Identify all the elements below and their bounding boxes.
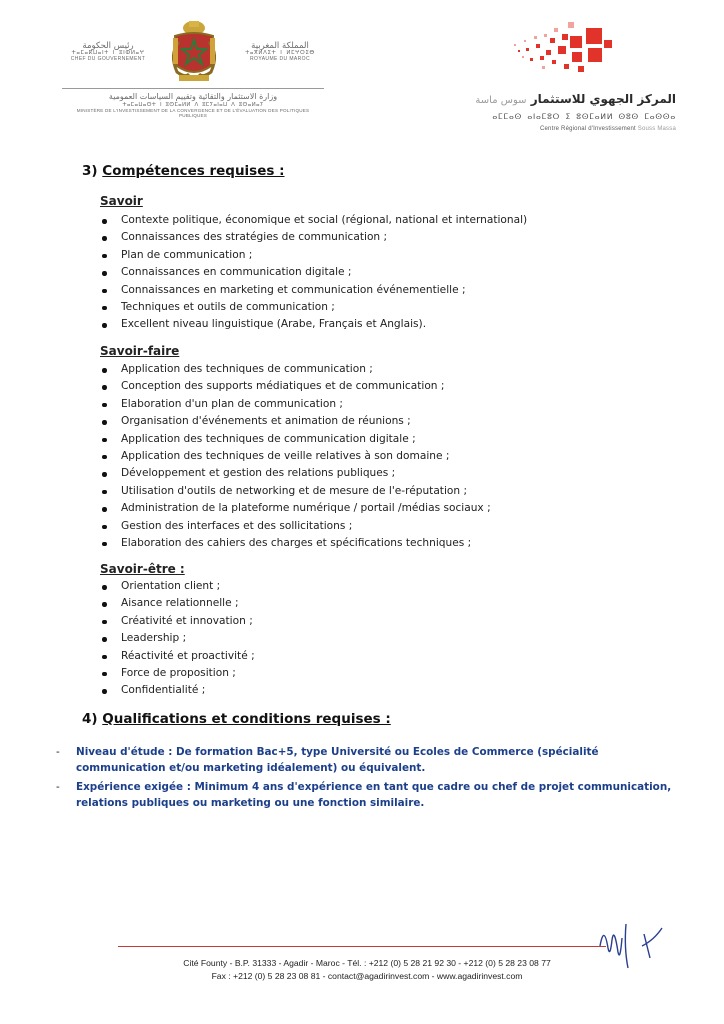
list-item: Elaboration d'un plan de communication ;	[102, 396, 662, 413]
list-item: Techniques et outils de communication ;	[102, 299, 662, 316]
list-item: Créativité et innovation ;	[102, 613, 662, 630]
savoir-heading: Savoir	[100, 194, 143, 208]
list-item: Confidentialité ;	[102, 682, 662, 699]
bullet-icon	[102, 472, 107, 477]
qualification-item: - Expérience exigée : Minimum 4 ans d'expérience en tant que cadre ou chef de projet communication, relations publiques ou marketing ou une fonction similaire.	[56, 781, 672, 809]
list-item: Connaissances des stratégies de communication ;	[102, 229, 662, 246]
list-item: Administration de la plateforme numérique / portail /médias sociaux ;	[102, 500, 662, 517]
government-header	[62, 18, 324, 128]
list-item: Réactivité et proactivité ;	[102, 648, 662, 665]
bullet-icon	[102, 490, 107, 495]
savoir-etre-heading: Savoir-être :	[100, 562, 185, 576]
bullet-icon	[102, 455, 107, 460]
head-of-government-block: رئيس الحكومة ⵜⴰⵎⴰⴽⵡⴰⵏⵜ ⵏ ⵓⵏⵀⵍⴰⵖ CHEF DU GOUVERNEMENT	[70, 41, 146, 62]
list-item: Application des techniques de veille relatives à son domaine ;	[102, 448, 662, 465]
kingdom-block: المملكة المغربية ⵜⴰⴳⵍⴷⵉⵜ ⵏ ⵍⵎⵖⵔⵉⴱ ROYAUME DU MAROC	[245, 41, 315, 62]
bullet-icon	[102, 385, 107, 390]
bullet-icon	[102, 620, 107, 625]
bullet-icon	[102, 525, 107, 530]
savoir-faire-list	[102, 361, 662, 552]
list-item: Connaissances en communication digitale ;	[102, 264, 662, 281]
bullet-icon	[102, 637, 107, 642]
bullet-icon	[102, 219, 107, 224]
ministry-block: وزارة الاستثمار والتقائية وتقييم السياسات العمومية ⵜⴰⵎⴰⵡⴰⵙⵜ ⵏ ⵓⵙⵎⴰⵍⵍ ⴷ ⵓⵎⵢⴰⵏⴰⵡ ⴷ ⵓⵙⴰⵍⴰⵢ MINISTÈRE DE L'INVESTISSEMENT DE LA CONVERGENCE ET DE L'ÉVALUATION DES POLITIQUES PUBLIQUES	[76, 92, 310, 118]
bullet-icon	[102, 507, 107, 512]
cri-name-tifinagh: ⴰⵎⵎⴰⵙ ⴰⵏⴰⵎⵓⵔ ⵉ ⵓⵙⵎⴰⵍⵍ ⵙⵓⵙ ⵎⴰⵙⵙⴰ	[492, 112, 676, 121]
qualifications-list	[56, 745, 688, 815]
list-item: Orientation client ;	[102, 578, 662, 595]
list-item: Contexte politique, économique et social (régional, national et international)	[102, 212, 662, 229]
coat-of-arms-icon	[165, 18, 223, 84]
list-item: Excellent niveau linguistique (Arabe, Français et Anglais).	[102, 316, 662, 333]
list-item: Application des techniques de communication digitale ;	[102, 431, 662, 448]
list-item: Elaboration des cahiers des charges et spécifications techniques ;	[102, 535, 662, 552]
bullet-icon	[102, 289, 107, 294]
list-item: Développement et gestion des relations publiques ;	[102, 465, 662, 482]
list-item: Application des techniques de communication ;	[102, 361, 662, 378]
section-4-title: 4) Qualifications et conditions requises :	[82, 711, 391, 727]
cri-name-french: Centre Régional d'Investissement Souss Massa	[539, 126, 676, 132]
list-item: Plan de communication ;	[102, 247, 662, 264]
footer-divider	[118, 946, 606, 947]
cri-header	[446, 20, 676, 130]
bullet-icon	[102, 323, 107, 328]
footer-address: Cité Founty - B.P. 31333 - Agadir - Maroc - Tél. : +212 (0) 5 28 21 92 30 - +212 (0) 5 28 23 08 77	[183, 958, 551, 968]
bullet-icon	[102, 254, 107, 259]
bullet-icon	[102, 271, 107, 276]
bullet-icon	[102, 585, 107, 590]
cri-name-arabic: المركز الجهوي للاستثمار سوس ماسة	[475, 92, 676, 106]
bullet-icon	[102, 236, 107, 241]
cri-logo-icon	[506, 20, 616, 80]
bullet-icon	[102, 689, 107, 694]
bullet-icon	[102, 602, 107, 607]
header-divider	[62, 88, 324, 89]
bullet-icon	[102, 655, 107, 660]
bullet-icon	[102, 306, 107, 311]
bullet-icon	[102, 672, 107, 677]
savoir-faire-heading: Savoir-faire	[100, 344, 180, 358]
savoir-list	[102, 212, 662, 334]
bullet-icon	[102, 542, 107, 547]
bullet-icon	[102, 368, 107, 373]
footer-contact: Fax : +212 (0) 5 28 23 08 81 - contact@agadirinvest.com - www.agadirinvest.com	[211, 971, 523, 981]
list-item: Gestion des interfaces et des sollicitations ;	[102, 518, 662, 535]
bullet-icon	[102, 403, 107, 408]
list-item: Aisance relationnelle ;	[102, 595, 662, 612]
qualification-item: - Niveau d'étude : De formation Bac+5, type Université ou Ecoles de Commerce (spécialité communication et/ou marketing idéalement) ou équivalent.	[56, 746, 599, 774]
bullet-icon	[102, 420, 107, 425]
list-item: Force de proposition ;	[102, 665, 662, 682]
bullet-icon	[102, 438, 107, 443]
list-item: Utilisation d'outils de networking et de mesure de l'e-réputation ;	[102, 483, 662, 500]
list-item: Organisation d'événements et animation de réunions ;	[102, 413, 662, 430]
savoir-etre-list	[102, 578, 662, 700]
section-3-title: 3) Compétences requises :	[82, 163, 285, 179]
list-item: Conception des supports médiatiques et de communication ;	[102, 378, 662, 395]
list-item: Connaissances en marketing et communication événementielle ;	[102, 282, 662, 299]
list-item: Leadership ;	[102, 630, 662, 647]
